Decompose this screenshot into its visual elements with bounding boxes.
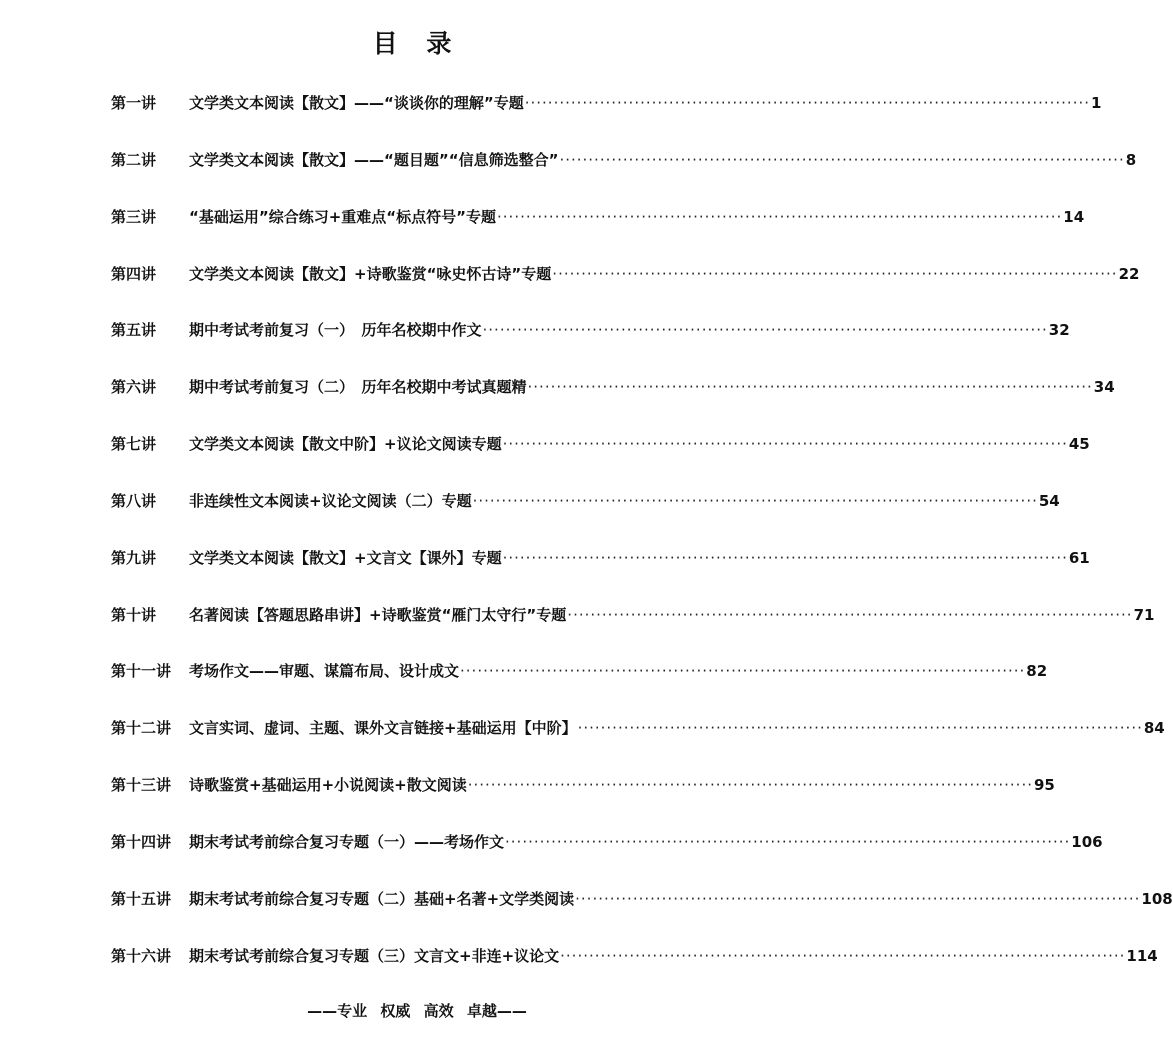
toc-entry-number: 第七讲 xyxy=(111,435,157,454)
toc-entry xyxy=(111,433,1090,490)
toc-entry-title: 期中考试考前复习（一） 历年名校期中作文 xyxy=(189,321,482,340)
toc-dot-leader xyxy=(567,606,1132,624)
page-title: 目 录 xyxy=(372,29,462,58)
toc-entry-title: 期末考试考前综合复习专题（二）基础+名著+文学类阅读 xyxy=(189,889,575,908)
toc-entry-title: 期中考试考前复习（二） 历年名校期中考试真题精 xyxy=(189,378,527,397)
toc-entry-number: 第四讲 xyxy=(111,264,157,283)
table-of-contents xyxy=(111,92,1173,1002)
toc-dot-leader xyxy=(503,435,1068,453)
toc-entry-title: 文学类文本阅读【散文】+诗歌鉴赏“咏史怀古诗”专题 xyxy=(189,264,552,283)
toc-entry-page: 1 xyxy=(1091,94,1102,112)
toc-entry-title: 考场作文——审题、谋篇布局、设计成文 xyxy=(189,662,460,681)
toc-entry xyxy=(111,945,1158,1002)
toc-entry-number: 第十一讲 xyxy=(111,662,172,681)
toc-dot-leader xyxy=(503,549,1068,567)
toc-entry xyxy=(111,92,1102,149)
toc-entry-title: 文学类文本阅读【散文】——“题目题”“信息筛选整合” xyxy=(189,150,559,169)
toc-entry-title: 文学类文本阅读【散文中阶】+议论文阅读专题 xyxy=(189,435,502,454)
toc-dot-leader xyxy=(552,265,1117,283)
toc-entry-page: 54 xyxy=(1038,491,1060,510)
toc-dot-leader xyxy=(578,719,1143,737)
toc-dot-leader xyxy=(525,94,1090,112)
toc-dot-leader xyxy=(497,208,1062,226)
toc-entry xyxy=(111,547,1090,604)
toc-entry-title: 文学类文本阅读【散文】+文言文【课外】专题 xyxy=(189,548,502,567)
toc-entry-title: “基础运用”综合练习+重难点“标点符号”专题 xyxy=(189,207,497,226)
toc-entry-page: 108 xyxy=(1141,889,1173,908)
toc-entry-number: 第十四讲 xyxy=(111,832,172,851)
toc-entry-number: 第二讲 xyxy=(111,150,157,169)
toc-entry-title: 非连续性文本阅读+议论文阅读（二）专题 xyxy=(189,491,472,510)
toc-entry-number: 第十五讲 xyxy=(111,889,172,908)
toc-entry xyxy=(111,376,1115,433)
toc-entry xyxy=(111,149,1137,206)
toc-entry-page: 32 xyxy=(1048,321,1070,340)
toc-entry xyxy=(111,604,1155,661)
toc-dot-leader xyxy=(505,833,1070,851)
toc-entry-number: 第十二讲 xyxy=(111,719,172,738)
toc-entry xyxy=(111,490,1060,547)
toc-dot-leader xyxy=(460,662,1025,680)
toc-entry-title: 期末考试考前综合复习专题（一）——考场作文 xyxy=(189,832,505,851)
toc-entry-page: 14 xyxy=(1063,207,1085,226)
toc-entry-title: 文言实词、虚词、主题、课外文言链接+基础运用【中阶】 xyxy=(189,719,577,738)
toc-dot-leader xyxy=(468,776,1033,794)
toc-entry-page: 45 xyxy=(1068,435,1090,454)
toc-dot-leader xyxy=(560,947,1125,965)
toc-dot-leader xyxy=(473,492,1038,510)
toc-dot-leader xyxy=(528,378,1093,396)
toc-entry-page: 22 xyxy=(1118,264,1140,283)
footer-motto: ——专业 权威 高效 卓越—— xyxy=(307,1002,527,1020)
toc-entry xyxy=(111,319,1070,376)
toc-entry-number: 第十六讲 xyxy=(111,946,172,965)
toc-dot-leader xyxy=(559,151,1124,169)
toc-dot-leader xyxy=(483,321,1048,339)
toc-entry xyxy=(111,831,1103,888)
toc-dot-leader xyxy=(575,890,1140,908)
toc-entry-page: 8 xyxy=(1125,150,1137,169)
toc-entry xyxy=(111,660,1048,717)
toc-entry-number: 第五讲 xyxy=(111,321,157,340)
toc-entry xyxy=(111,263,1140,320)
toc-entry xyxy=(111,717,1165,774)
toc-entry-number: 第九讲 xyxy=(111,548,157,567)
toc-entry-number: 第十三讲 xyxy=(111,776,172,795)
toc-entry-number: 第八讲 xyxy=(111,491,157,510)
toc-entry xyxy=(111,774,1055,831)
toc-entry-page: 114 xyxy=(1126,946,1158,965)
toc-entry-page: 61 xyxy=(1068,548,1090,567)
toc-entry-title: 诗歌鉴赏+基础运用+小说阅读+散文阅读 xyxy=(189,776,467,795)
toc-entry xyxy=(111,888,1173,945)
toc-entry-number: 第六讲 xyxy=(111,378,157,397)
toc-entry-title: 期末考试考前综合复习专题（三）文言文+非连+议论文 xyxy=(189,946,560,965)
toc-entry-title: 名著阅读【答题思路串讲】+诗歌鉴赏“雁门太守行”专题 xyxy=(189,605,567,624)
toc-entry xyxy=(111,206,1085,263)
toc-entry-page: 82 xyxy=(1026,662,1048,681)
toc-entry-number: 第一讲 xyxy=(111,94,157,112)
toc-entry-page: 71 xyxy=(1133,605,1155,624)
toc-entry-title: 文学类文本阅读【散文】——“谈谈你的理解”专题 xyxy=(189,94,524,112)
toc-entry-page: 95 xyxy=(1034,776,1055,795)
toc-entry-page: 84 xyxy=(1143,719,1165,738)
toc-entry-number: 第十讲 xyxy=(111,605,157,624)
toc-entry-page: 106 xyxy=(1071,832,1103,851)
toc-entry-number: 第三讲 xyxy=(111,207,157,226)
toc-entry-page: 34 xyxy=(1093,378,1115,397)
